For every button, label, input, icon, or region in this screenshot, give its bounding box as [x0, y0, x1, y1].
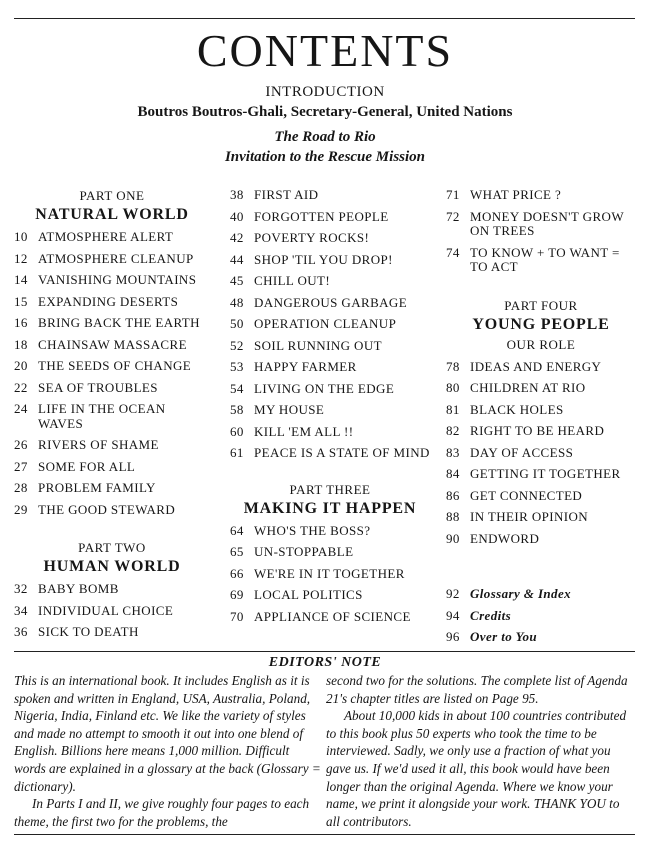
entry-title: CHILDREN AT RIO [470, 380, 586, 395]
entry-title: DAY OF ACCESS [470, 444, 574, 460]
entry-title: BRING BACK THE EARTH [38, 315, 200, 330]
part-four-label: PART FOUR [504, 297, 578, 313]
part-four-list [446, 360, 636, 547]
page-number: 52 [230, 337, 244, 353]
page-number: 54 [230, 380, 244, 396]
page-number: 82 [446, 423, 460, 438]
page-number: 28 [14, 480, 28, 495]
editors-note-paragraph: In Parts I and II, we give roughly four pages to each theme, the first two for the problems, the [14, 796, 310, 829]
introduction-line-1: The Road to Rio [274, 129, 376, 145]
contents-entry [446, 587, 636, 602]
page-number: 64 [230, 522, 244, 538]
entry-title: FIRST AID [254, 187, 319, 202]
page-number: 65 [230, 544, 244, 559]
entry-title: VANISHING MOUNTAINS [38, 272, 197, 287]
entry-title: GET CONNECTED [470, 487, 583, 503]
page-number: 42 [230, 230, 244, 245]
page-number: 78 [446, 358, 460, 374]
contents-entry [14, 503, 210, 518]
page-number: 22 [14, 379, 28, 395]
contents-entry [446, 424, 636, 439]
contents-entry [446, 510, 636, 525]
entry-title: FORGOTTEN PEOPLE [254, 208, 389, 224]
entry-title: PEACE IS A STATE OF MIND [254, 445, 430, 460]
contents-entry [230, 360, 430, 375]
page-number: 70 [230, 608, 244, 624]
entry-title: ATMOSPHERE ALERT [38, 229, 174, 244]
contents-entry [14, 230, 210, 245]
page-number: 71 [446, 187, 460, 202]
contents-entry [230, 588, 430, 603]
introduction-author: Boutros Boutros-Ghali, Secretary-General, United Nations [137, 104, 513, 120]
part-one-label: PART ONE [79, 188, 145, 203]
page-number: 88 [446, 509, 460, 524]
entry-title: RIGHT TO BE HEARD [470, 423, 605, 438]
page-number: 69 [230, 587, 244, 602]
back-matter-list [446, 587, 636, 645]
contents-entry [446, 609, 636, 624]
entry-title: WE'RE IN IT TOGETHER [254, 565, 405, 581]
editors-note-heading: EDITORS' NOTE [268, 655, 382, 670]
contents-entry [230, 253, 430, 268]
page-number: 53 [230, 359, 244, 374]
page-number: 15 [14, 293, 28, 309]
entry-title: OPERATION CLEANUP [254, 316, 397, 331]
contents-entry [230, 296, 430, 311]
contents-entry [446, 630, 636, 645]
entry-title: SEA OF TROUBLES [38, 379, 158, 395]
contents-entry [14, 402, 210, 431]
contents-entry [446, 446, 636, 461]
page-number: 40 [230, 208, 244, 224]
contents-column-2 [230, 188, 430, 631]
part-two-list [14, 582, 210, 640]
editors-note-paragraph: About 10,000 kids in about 100 countries contributed to this book plus 50 experts who took the time to be interviewed. Sadly, we only use a fraction of what you gave us. If we'd used it all, this book would have been longer than the original Agenda. Where we know your name, we print it alongside your work. THANK YOU to all contributors. [326, 708, 627, 829]
entry-title: GETTING IT TOGETHER [470, 466, 621, 481]
page-number: 38 [230, 187, 244, 202]
part-four-subtitle: OUR ROLE [506, 336, 576, 352]
entry-title: ENDWORD [470, 530, 540, 546]
contents-entry [14, 338, 210, 353]
page-number: 26 [14, 437, 28, 452]
contents-column-1 [14, 188, 210, 647]
contents-entry [230, 317, 430, 332]
column-3-list [446, 188, 636, 275]
part-one-list [14, 230, 210, 517]
contents-entry [446, 532, 636, 547]
entry-title: PROBLEM FAMILY [38, 480, 156, 495]
part-four-title: YOUNG PEOPLE [472, 315, 610, 333]
page-number: 32 [14, 581, 28, 596]
page-number: 16 [14, 315, 28, 330]
contents-entry [230, 188, 430, 203]
entry-title: Glossary & Index [470, 586, 572, 601]
entry-title: HAPPY FARMER [254, 359, 357, 374]
entry-title: LIFE IN THE OCEAN WAVES [38, 401, 166, 431]
page-number: 24 [14, 401, 28, 416]
editors-note-paragraph: This is an international book. It includes English as it is spoken and written in England, USA, Australia, Poland, Nigeria, India, Finland etc. We like the variety of styles and made no attempt to smooth it out into one blend of English. Billions here means 1,000 million. Difficult words are explained in a glossary at the back (Glossary = dictionary). [14, 673, 321, 794]
entry-title: KILL 'EM ALL !! [254, 423, 354, 439]
contents-entry [230, 425, 430, 440]
part-one-title: NATURAL WORLD [35, 206, 189, 223]
entry-title: WHAT PRICE ? [470, 187, 562, 202]
page-number: 86 [446, 487, 460, 503]
page-number: 12 [14, 250, 28, 266]
page-number: 72 [446, 208, 460, 224]
contents-entry [230, 610, 430, 625]
column-2-list [230, 188, 430, 461]
entry-title: MY HOUSE [254, 402, 325, 417]
entry-title: EXPANDING DESERTS [38, 293, 179, 309]
entry-title: IDEAS AND ENERGY [470, 358, 602, 374]
entry-title: LIVING ON THE EDGE [254, 380, 395, 396]
entry-title: BABY BOMB [38, 581, 119, 596]
contents-entry [230, 339, 430, 354]
entry-title: IN THEIR OPINION [470, 509, 589, 524]
contents-entry [14, 582, 210, 597]
page-number: 18 [14, 336, 28, 352]
page-title: CONTENTS [196, 25, 454, 76]
entry-title: WHO'S THE BOSS? [254, 522, 371, 538]
contents-entry [14, 481, 210, 496]
page-number: 20 [14, 358, 28, 373]
entry-title: THE GOOD STEWARD [38, 501, 176, 517]
part-three-list [230, 524, 430, 625]
page-number: 45 [230, 273, 244, 288]
bottom-rule [14, 834, 635, 835]
contents-entry [230, 545, 430, 560]
contents-entry [446, 381, 636, 396]
page-number: 90 [446, 530, 460, 546]
entry-title: Credits [470, 607, 512, 623]
entry-title: ATMOSPHERE CLEANUP [38, 250, 194, 266]
entry-title: SHOP 'TIL YOU DROP! [254, 251, 393, 267]
entry-title: Over to You [470, 629, 537, 644]
page-number: 61 [230, 445, 244, 460]
part-two-title: HUMAN WORLD [43, 558, 181, 575]
page-number: 74 [446, 244, 460, 260]
contents-entry [230, 274, 430, 289]
page-number: 96 [446, 629, 460, 644]
page-number: 50 [230, 316, 244, 331]
middle-rule [14, 651, 635, 652]
entry-title: SICK TO DEATH [38, 624, 139, 639]
editors-note-left [14, 672, 324, 830]
page-number: 34 [14, 602, 28, 618]
entry-title: RIVERS OF SHAME [38, 437, 159, 452]
entry-title: APPLIANCE OF SCIENCE [254, 608, 411, 624]
contents-entry [230, 446, 430, 461]
entry-title: CHILL OUT! [254, 273, 331, 288]
top-rule [14, 18, 635, 19]
page-number: 83 [446, 444, 460, 460]
contents-entry [14, 359, 210, 374]
page-number: 84 [446, 466, 460, 481]
editors-note-paragraph: second two for the solutions. The complete list of Agenda 21's chapter titles are listed on Page 95. [326, 673, 628, 706]
contents-entry [14, 316, 210, 331]
editors-note-right [326, 672, 636, 830]
entry-title: LOCAL POLITICS [254, 587, 363, 602]
part-three-title: MAKING IT HAPPEN [243, 499, 417, 517]
entry-title: TO KNOW + TO WANT = TO ACT [470, 244, 620, 274]
contents-entry [446, 360, 636, 375]
page-number: 80 [446, 380, 460, 395]
page-number: 60 [230, 423, 244, 439]
entry-title: DANGEROUS GARBAGE [254, 294, 408, 310]
contents-entry [14, 295, 210, 310]
page-number: 36 [14, 624, 28, 639]
page-number: 44 [230, 251, 244, 267]
contents-entry [230, 231, 430, 246]
page-number: 81 [446, 401, 460, 417]
page-number: 27 [14, 458, 28, 474]
contents-entry [230, 403, 430, 418]
entry-title: THE SEEDS OF CHANGE [38, 358, 192, 373]
contents-entry [14, 604, 210, 619]
page-number: 92 [446, 586, 460, 601]
entry-title: BLACK HOLES [470, 401, 564, 417]
page-number: 48 [230, 294, 244, 310]
contents-entry [446, 210, 636, 239]
entry-title: UN-STOPPABLE [254, 544, 354, 559]
page-number: 66 [230, 565, 244, 581]
contents-entry [446, 246, 636, 275]
introduction-line-2: Invitation to the Rescue Mission [224, 149, 426, 165]
contents-entry [446, 403, 636, 418]
contents-entry [230, 524, 430, 539]
introduction-label: INTRODUCTION [265, 84, 385, 100]
entry-title: POVERTY ROCKS! [254, 230, 370, 245]
contents-entry [446, 467, 636, 482]
page-number: 29 [14, 501, 28, 517]
entry-title: SOIL RUNNING OUT [254, 337, 382, 353]
contents-entry [14, 625, 210, 640]
entry-title: INDIVIDUAL CHOICE [38, 602, 174, 618]
page-number: 58 [230, 402, 244, 417]
entry-title: SOME FOR ALL [38, 458, 136, 474]
entry-title: MONEY DOESN'T GROW ON TREES [470, 208, 624, 238]
contents-entry [14, 381, 210, 396]
contents-entry [230, 210, 430, 225]
contents-entry [446, 489, 636, 504]
page-number: 94 [446, 607, 460, 623]
contents-entry [14, 438, 210, 453]
contents-entry [14, 273, 210, 288]
page-number: 14 [14, 272, 28, 287]
entry-title: CHAINSAW MASSACRE [38, 336, 187, 352]
part-three-label: PART THREE [289, 481, 371, 497]
page-number: 10 [14, 229, 28, 244]
contents-column-3 [446, 188, 636, 652]
contents-entry [446, 188, 636, 203]
contents-entry [230, 382, 430, 397]
contents-entry [14, 460, 210, 475]
contents-entry [14, 252, 210, 267]
contents-entry [230, 567, 430, 582]
part-two-label: PART TWO [78, 540, 146, 555]
